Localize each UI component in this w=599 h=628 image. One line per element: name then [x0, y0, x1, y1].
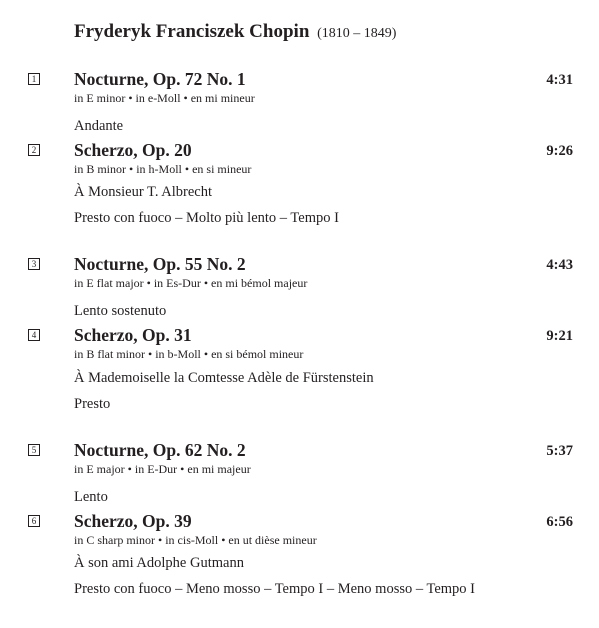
track-keys: in C sharp minor • in cis-Moll • en ut dièse mineur: [74, 533, 317, 547]
track-number: 3: [28, 258, 40, 270]
track-dedication: À son ami Adolphe Gutmann: [74, 555, 244, 571]
track-number: 5: [28, 444, 40, 456]
track-duration: 4:31: [546, 72, 573, 88]
track-title: Nocturne, Op. 62 No. 2: [74, 440, 246, 460]
track-title: Scherzo, Op. 20: [74, 140, 192, 160]
track-keys: in E major • in E-Dur • en mi majeur: [74, 462, 251, 476]
track-tempo: Andante: [74, 118, 124, 134]
track-keys: in E flat major • in Es-Dur • en mi bémol majeur: [74, 276, 308, 290]
track-keys: in B minor • in h-Moll • en si mineur: [74, 162, 252, 176]
track-duration: 4:43: [546, 257, 573, 273]
track-title: Nocturne, Op. 55 No. 2: [74, 254, 246, 274]
composer-heading: [74, 20, 396, 46]
track-number: 4: [28, 329, 40, 341]
track-keys: in E minor • in e-Moll • en mi mineur: [74, 91, 255, 105]
track-title: Scherzo, Op. 39: [74, 511, 192, 531]
track-tempo: Presto con fuoco – Meno mosso – Tempo I – Meno mosso – Tempo I: [74, 581, 475, 597]
track-duration: 6:56: [546, 514, 573, 530]
track-dedication: À Monsieur T. Albrecht: [74, 184, 212, 200]
track-title: Nocturne, Op. 72 No. 1: [74, 69, 246, 89]
track-tempo: Lento sostenuto: [74, 303, 167, 319]
track-number: 2: [28, 144, 40, 156]
track-duration: 5:37: [546, 443, 573, 459]
track-tempo: Presto: [74, 396, 111, 412]
track-dedication: À Mademoiselle la Comtesse Adèle de Fürstenstein: [74, 370, 374, 386]
composer-name: Fryderyk Franciszek Chopin: [74, 21, 310, 42]
composer-dates: (1810 – 1849): [317, 26, 397, 41]
track-tempo: Presto con fuoco – Molto più lento – Tempo I: [74, 210, 339, 226]
track-duration: 9:26: [546, 143, 573, 159]
track-title: Scherzo, Op. 31: [74, 325, 192, 345]
track-tempo: Lento: [74, 489, 108, 505]
track-keys: in B flat minor • in b-Moll • en si bémol mineur: [74, 347, 304, 361]
track-number: 1: [28, 73, 40, 85]
track-duration: 9:21: [546, 328, 573, 344]
track-number: 6: [28, 515, 40, 527]
